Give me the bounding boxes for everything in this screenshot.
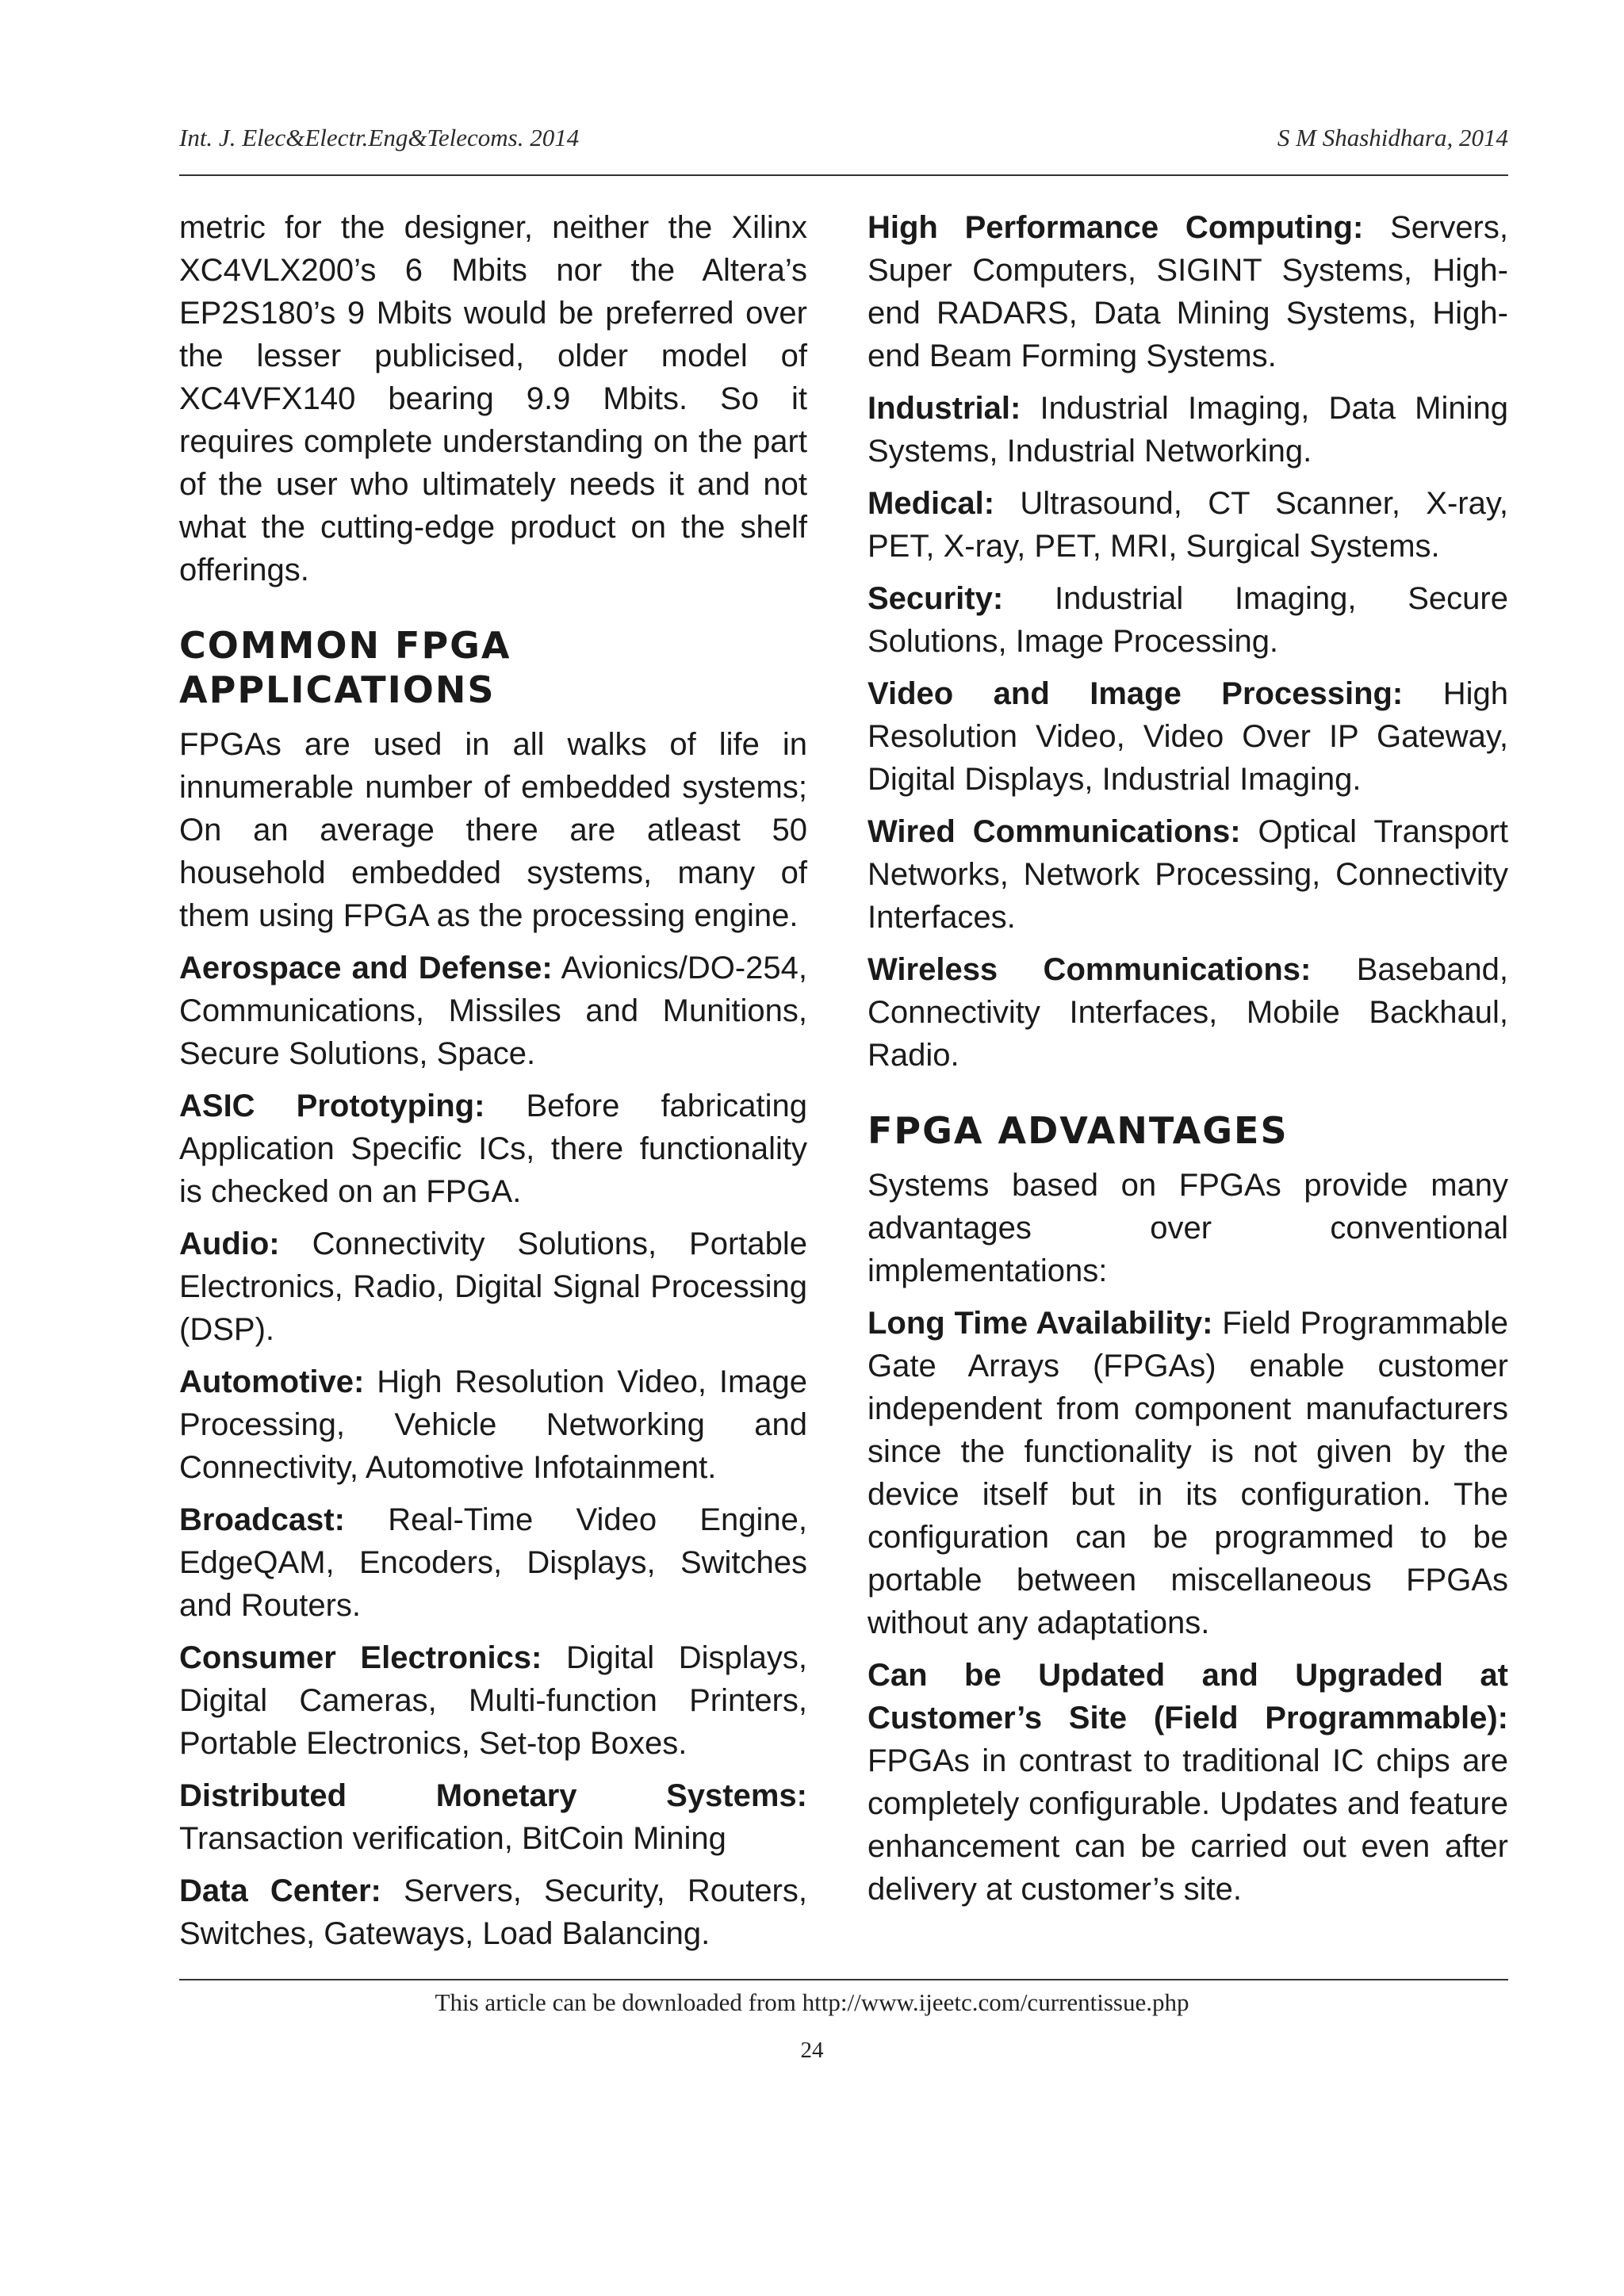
application-term: Data Center: xyxy=(179,1873,381,1908)
application-item xyxy=(179,1085,807,1213)
advantage-item xyxy=(868,1302,1508,1644)
left-column xyxy=(179,206,807,1965)
application-term: Automotive: xyxy=(179,1364,365,1399)
application-text: Before fabricating Application Specific ICs, there functionality is checked on an FPGA. xyxy=(179,1089,807,1209)
application-item xyxy=(179,947,807,1075)
application-item xyxy=(179,1636,807,1765)
page-number: 24 xyxy=(800,2038,824,2063)
application-item xyxy=(179,1360,807,1489)
application-term: Industrial: xyxy=(868,391,1021,426)
advantage-text: Field Programmable Gate Arrays (FPGAs) enable customer independent from component manufacturers since the functionality is not given by the device itself but in its configuration. The configuration can be programmed to be portable between miscellaneous FPGAs without any adaptations. xyxy=(868,1306,1509,1640)
application-term: Consumer Electronics: xyxy=(179,1640,542,1675)
application-text: High Resolution Video, Video Over IP Gateway, Digital Displays, Industrial Imaging. xyxy=(868,676,1508,797)
application-term: Distributed Monetary Systems: xyxy=(179,1778,807,1813)
advantage-term: Can be Updated and Upgraded at Customer’s Site (Field Programmable): xyxy=(868,1658,1508,1735)
application-term: Broadcast: xyxy=(179,1502,345,1537)
right-column xyxy=(868,206,1508,1920)
applications-intro: FPGAs are used in all walks of life in innumerable number of embedded systems; On an average there are atleast 50 household embedded systems, many of them using FPGA as the processing engine. xyxy=(179,727,807,933)
application-term: Video and Image Processing: xyxy=(868,676,1404,711)
advantage-term: Long Time Availability: xyxy=(868,1306,1213,1341)
application-text: Baseband, Connectivity Interfaces, Mobile Backhaul, Radio. xyxy=(868,952,1508,1073)
application-term: Security: xyxy=(868,581,1004,616)
running-head xyxy=(179,116,1508,163)
application-item xyxy=(179,1223,807,1351)
section-heading-advantages: FPGA ADVANTAGES xyxy=(868,1109,1289,1152)
application-term: Wired Communications: xyxy=(868,814,1241,849)
header-rule xyxy=(179,174,1508,176)
application-term: ASIC Prototyping: xyxy=(179,1089,485,1123)
application-term: Audio: xyxy=(179,1226,280,1261)
application-text: Industrial Imaging, Data Mining Systems, Industrial Networking. xyxy=(868,391,1508,469)
download-note: This article can be downloaded from http://www.ijeetc.com/currentissue.php xyxy=(435,1988,1189,2016)
application-item xyxy=(868,672,1508,801)
application-item xyxy=(179,1774,807,1860)
advantage-text: FPGAs in contrast to traditional IC chips are completely configurable. Updates and feature enhancement can be carried out even after delivery at customer’s site. xyxy=(868,1743,1508,1907)
intro-paragraph: metric for the designer, neither the Xilinx XC4VLX200’s 6 Mbits nor the Altera’s EP2S180’s 9 Mbits would be preferred over the lesser publicised, older model of XC4VFX140 bearing 9.9 Mbits. So it requires complete understanding on the part of the user who ultimately needs it and not what the cutting-edge product on the shelf offerings. xyxy=(179,210,807,587)
application-text: Industrial Imaging, Secure Solutions, Image Processing. xyxy=(868,581,1508,659)
application-text: Real-Time Video Engine, EdgeQAM, Encoders, Displays, Switches and Routers. xyxy=(179,1502,807,1623)
author-citation: S M Shashidhara, 2014 xyxy=(1277,124,1508,151)
application-term: Wireless Communications: xyxy=(868,952,1312,987)
advantages-intro: Systems based on FPGAs provide many advantages over conventional implementations: xyxy=(868,1168,1508,1288)
section-heading-applications: COMMON FPGA APPLICATIONS xyxy=(179,624,511,711)
application-item xyxy=(179,1498,807,1627)
application-item xyxy=(868,206,1508,377)
application-text: Transaction verification, BitCoin Mining xyxy=(179,1821,726,1856)
application-text: Servers, Super Computers, SIGINT Systems, High-end RADARS, Data Mining Systems, High-end Beam Forming Systems. xyxy=(868,210,1508,373)
application-text: Avionics/DO-254, Communications, Missiles and Munitions, Secure Solutions, Space. xyxy=(179,951,807,1071)
application-item xyxy=(868,948,1508,1077)
application-term: Medical: xyxy=(868,486,995,521)
application-item xyxy=(179,1869,807,1955)
journal-citation: Int. J. Elec&Electr.Eng&Telecoms. 2014 xyxy=(179,124,580,151)
application-text: Servers, Security, Routers, Switches, Gateways, Load Balancing. xyxy=(179,1873,807,1951)
footer-rule xyxy=(179,1979,1508,1980)
application-term: High Performance Computing: xyxy=(868,210,1364,245)
application-text: Ultrasound, CT Scanner, X-ray, PET, X-ray, PET, MRI, Surgical Systems. xyxy=(868,486,1508,564)
application-item xyxy=(868,577,1508,663)
application-text: High Resolution Video, Image Processing, Vehicle Networking and Connectivity, Automotive Infotainment. xyxy=(179,1364,807,1485)
advantage-item xyxy=(868,1654,1508,1911)
application-text: Digital Displays, Digital Cameras, Multi-function Printers, Portable Electronics, Set-top Boxes. xyxy=(179,1640,807,1761)
application-item xyxy=(868,387,1508,473)
application-text: Optical Transport Networks, Network Processing, Connectivity Interfaces. xyxy=(868,814,1509,935)
application-item xyxy=(868,810,1508,939)
application-term: Aerospace and Defense: xyxy=(179,951,553,985)
application-text: Connectivity Solutions, Portable Electronics, Radio, Digital Signal Processing (DSP). xyxy=(179,1226,807,1347)
application-item xyxy=(868,482,1508,568)
